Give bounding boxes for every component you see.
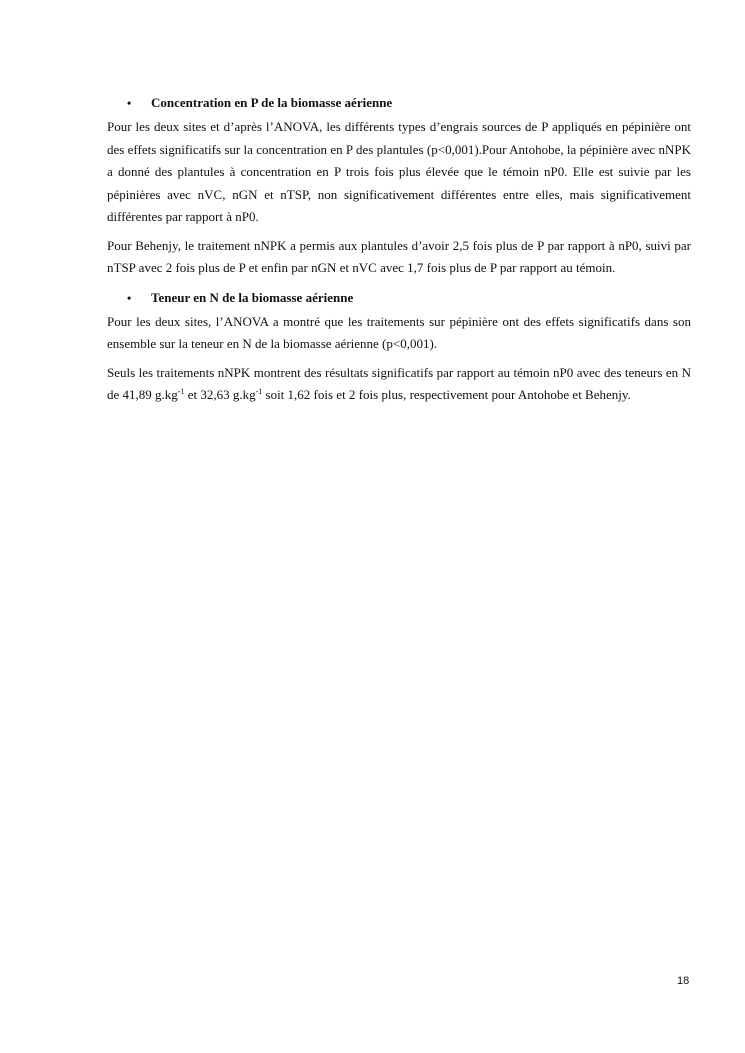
document-page [107, 91, 691, 413]
heading-text: Concentration en P de la biomasse aérienne [151, 95, 393, 110]
bullet-icon: • [127, 96, 132, 110]
section-heading-p-concentration [127, 91, 691, 115]
paragraph-p-behenjy: Pour Behenjy, le traitement nNPK a permis aux plantules d’avoir 2,5 fois plus de P par rapport à nP0, suivi par nTSP avec 2 fois plus de P et enfin par nGN et nVC avec 1,7 fois plus de P par rapport au témoin. [107, 237, 691, 275]
heading-text: Teneur en N de la biomasse aérienne [151, 289, 354, 305]
paragraph-n-anova: Pour les deux sites, l’ANOVA a montré que les traitements sur pépinière ont des effets significatifs dans son ensemble sur la teneur en N de la biomasse aérienne (p<0,001). [107, 313, 691, 351]
page-number: 18 [677, 975, 690, 987]
text-run: Seuls les traitements nNPK montrent des résultats significatifs par rapport au témoin nP0 avec des teneurs en N de 41,89 g.kg [107, 364, 691, 402]
paragraph-p-anova: Pour les deux sites et d’après l’ANOVA, les différents types d’engrais sources de P appliqués en pépinière ont des effets significatifs sur la concentration en P des plantules (p<0,001).Pour Antohobe, la pépinière avec nNPK a donné des plantules à concentration en P trois fois plus élevée que le témoin nP0. Elle est suivie par les pépinières avec nVC, nGN et nTSP, non significativement différentes entre elles, mais significativement différentes par rapport à nP0. [107, 119, 691, 224]
text-run: soit 1,62 fois et 2 fois plus, respectivement pour Antohobe et Behenjy. [262, 387, 631, 402]
superscript: -1 [255, 387, 263, 396]
bullet-icon: • [127, 290, 132, 305]
paragraph-n-nnpk [107, 362, 691, 407]
text-run: et 32,63 g.kg [184, 387, 256, 402]
superscript: -1 [177, 387, 185, 396]
section-heading-n-content [127, 286, 691, 310]
